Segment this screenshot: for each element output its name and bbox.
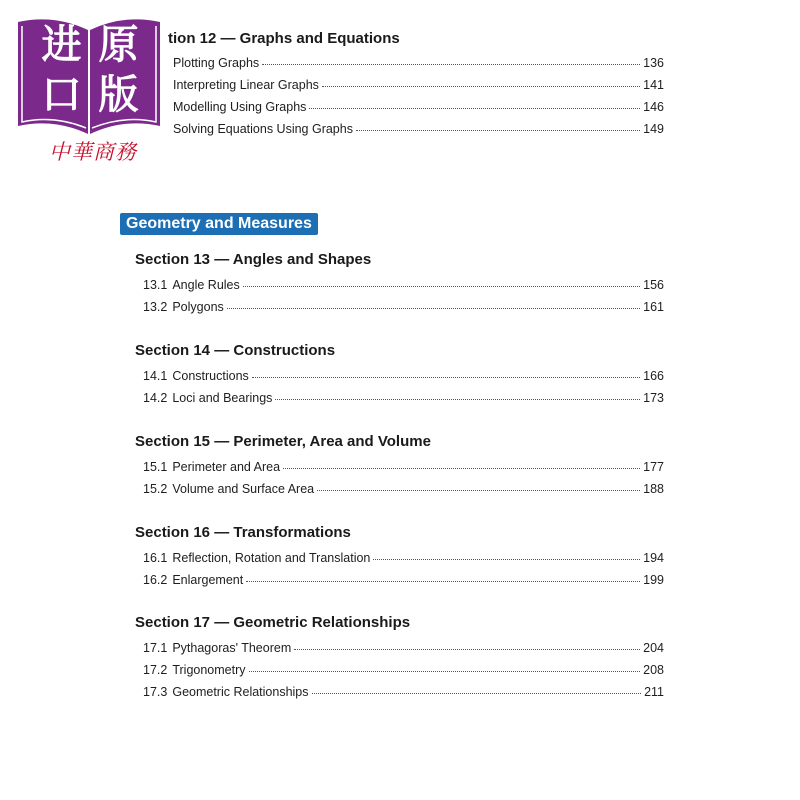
entry-page: 177	[643, 460, 664, 474]
entry-page: 166	[643, 369, 664, 383]
toc-entry[interactable]	[143, 573, 664, 589]
section-title: tion 12 — Graphs and Equations	[168, 30, 400, 47]
dot-leader	[309, 108, 640, 109]
toc-entry[interactable]	[143, 278, 664, 294]
toc-entry[interactable]	[173, 78, 664, 94]
dot-leader	[283, 468, 640, 469]
section-title: Section 14 — Constructions	[135, 342, 336, 359]
section-title: Section 13 — Angles and Shapes	[135, 251, 372, 268]
entry-number: 13.1	[143, 278, 168, 292]
toc-entry[interactable]	[143, 391, 664, 407]
logo-char: 版	[98, 71, 139, 118]
entry-label: Interpreting Linear Graphs	[173, 78, 319, 92]
entry-label: Loci and Bearings	[172, 391, 273, 405]
toc-entry[interactable]	[173, 122, 664, 138]
dot-leader	[312, 693, 642, 694]
dot-leader	[252, 377, 640, 378]
entry-page: 156	[643, 278, 664, 292]
entry-page: 161	[643, 300, 664, 314]
dot-leader	[356, 130, 640, 131]
entry-page: 194	[643, 551, 664, 565]
entry-number: 17.2	[143, 663, 168, 677]
entry-label: Constructions	[172, 369, 249, 383]
entry-number: 17.3	[143, 685, 168, 699]
entry-label: Pythagoras' Theorem	[172, 641, 292, 655]
entry-label: Trigonometry	[172, 663, 246, 677]
dot-leader	[249, 671, 641, 672]
entry-label: Perimeter and Area	[172, 460, 281, 474]
toc-entry[interactable]	[143, 685, 664, 701]
dot-leader	[227, 308, 640, 309]
dot-leader	[373, 559, 640, 560]
entry-page: 149	[643, 122, 664, 136]
toc-entry[interactable]	[143, 460, 664, 476]
entry-label: Plotting Graphs	[173, 56, 260, 70]
entry-number: 13.2	[143, 300, 168, 314]
entry-number: 16.2	[143, 573, 168, 587]
toc-entry[interactable]	[173, 100, 664, 116]
entry-page: 188	[643, 482, 664, 496]
toc-entry[interactable]	[173, 56, 664, 72]
entry-page: 208	[643, 663, 664, 677]
entry-label: Volume and Surface Area	[172, 482, 315, 496]
entry-number: 14.2	[143, 391, 168, 405]
toc-entry[interactable]	[143, 641, 664, 657]
entry-label: Polygons	[172, 300, 224, 314]
section-title: Section 17 — Geometric Relationships	[135, 614, 411, 631]
dot-leader	[262, 64, 640, 65]
entry-label: Angle Rules	[172, 278, 240, 292]
toc-entry[interactable]	[143, 482, 664, 498]
entry-label: Modelling Using Graphs	[173, 100, 307, 114]
dot-leader	[294, 649, 640, 650]
logo-char: 原	[98, 21, 139, 68]
toc-entry[interactable]	[143, 663, 664, 679]
entry-label: Reflection, Rotation and Translation	[172, 551, 371, 565]
dot-leader	[317, 490, 640, 491]
section-title: Section 16 — Transformations	[135, 524, 351, 541]
entry-label: Enlargement	[172, 573, 244, 587]
entry-page: 211	[644, 685, 664, 699]
entry-number: 15.1	[143, 460, 168, 474]
entry-page: 136	[643, 56, 664, 70]
entry-label: Solving Equations Using Graphs	[173, 122, 353, 136]
entry-number: 14.1	[143, 369, 168, 383]
logo-char: 口	[41, 71, 82, 118]
dot-leader	[246, 581, 640, 582]
dot-leader	[243, 286, 640, 287]
toc-entry[interactable]	[143, 300, 664, 316]
entry-page: 204	[643, 641, 664, 655]
entry-number: 16.1	[143, 551, 168, 565]
entry-page: 141	[643, 78, 664, 92]
entry-number: 17.1	[143, 641, 168, 655]
logo-subtitle: 中華商務	[49, 140, 137, 164]
section-title: Section 15 — Perimeter, Area and Volume	[135, 433, 431, 450]
entry-label: Geometric Relationships	[172, 685, 309, 699]
category-header: Geometry and Measures	[120, 213, 318, 235]
entry-page: 199	[643, 573, 664, 587]
toc-entry[interactable]	[143, 369, 664, 385]
publisher-logo	[14, 14, 164, 164]
toc-entry[interactable]	[143, 551, 664, 567]
entry-page: 146	[643, 100, 664, 114]
dot-leader	[322, 86, 640, 87]
logo-char: 进	[41, 21, 82, 68]
dot-leader	[275, 399, 640, 400]
entry-number: 15.2	[143, 482, 168, 496]
entry-page: 173	[643, 391, 664, 405]
